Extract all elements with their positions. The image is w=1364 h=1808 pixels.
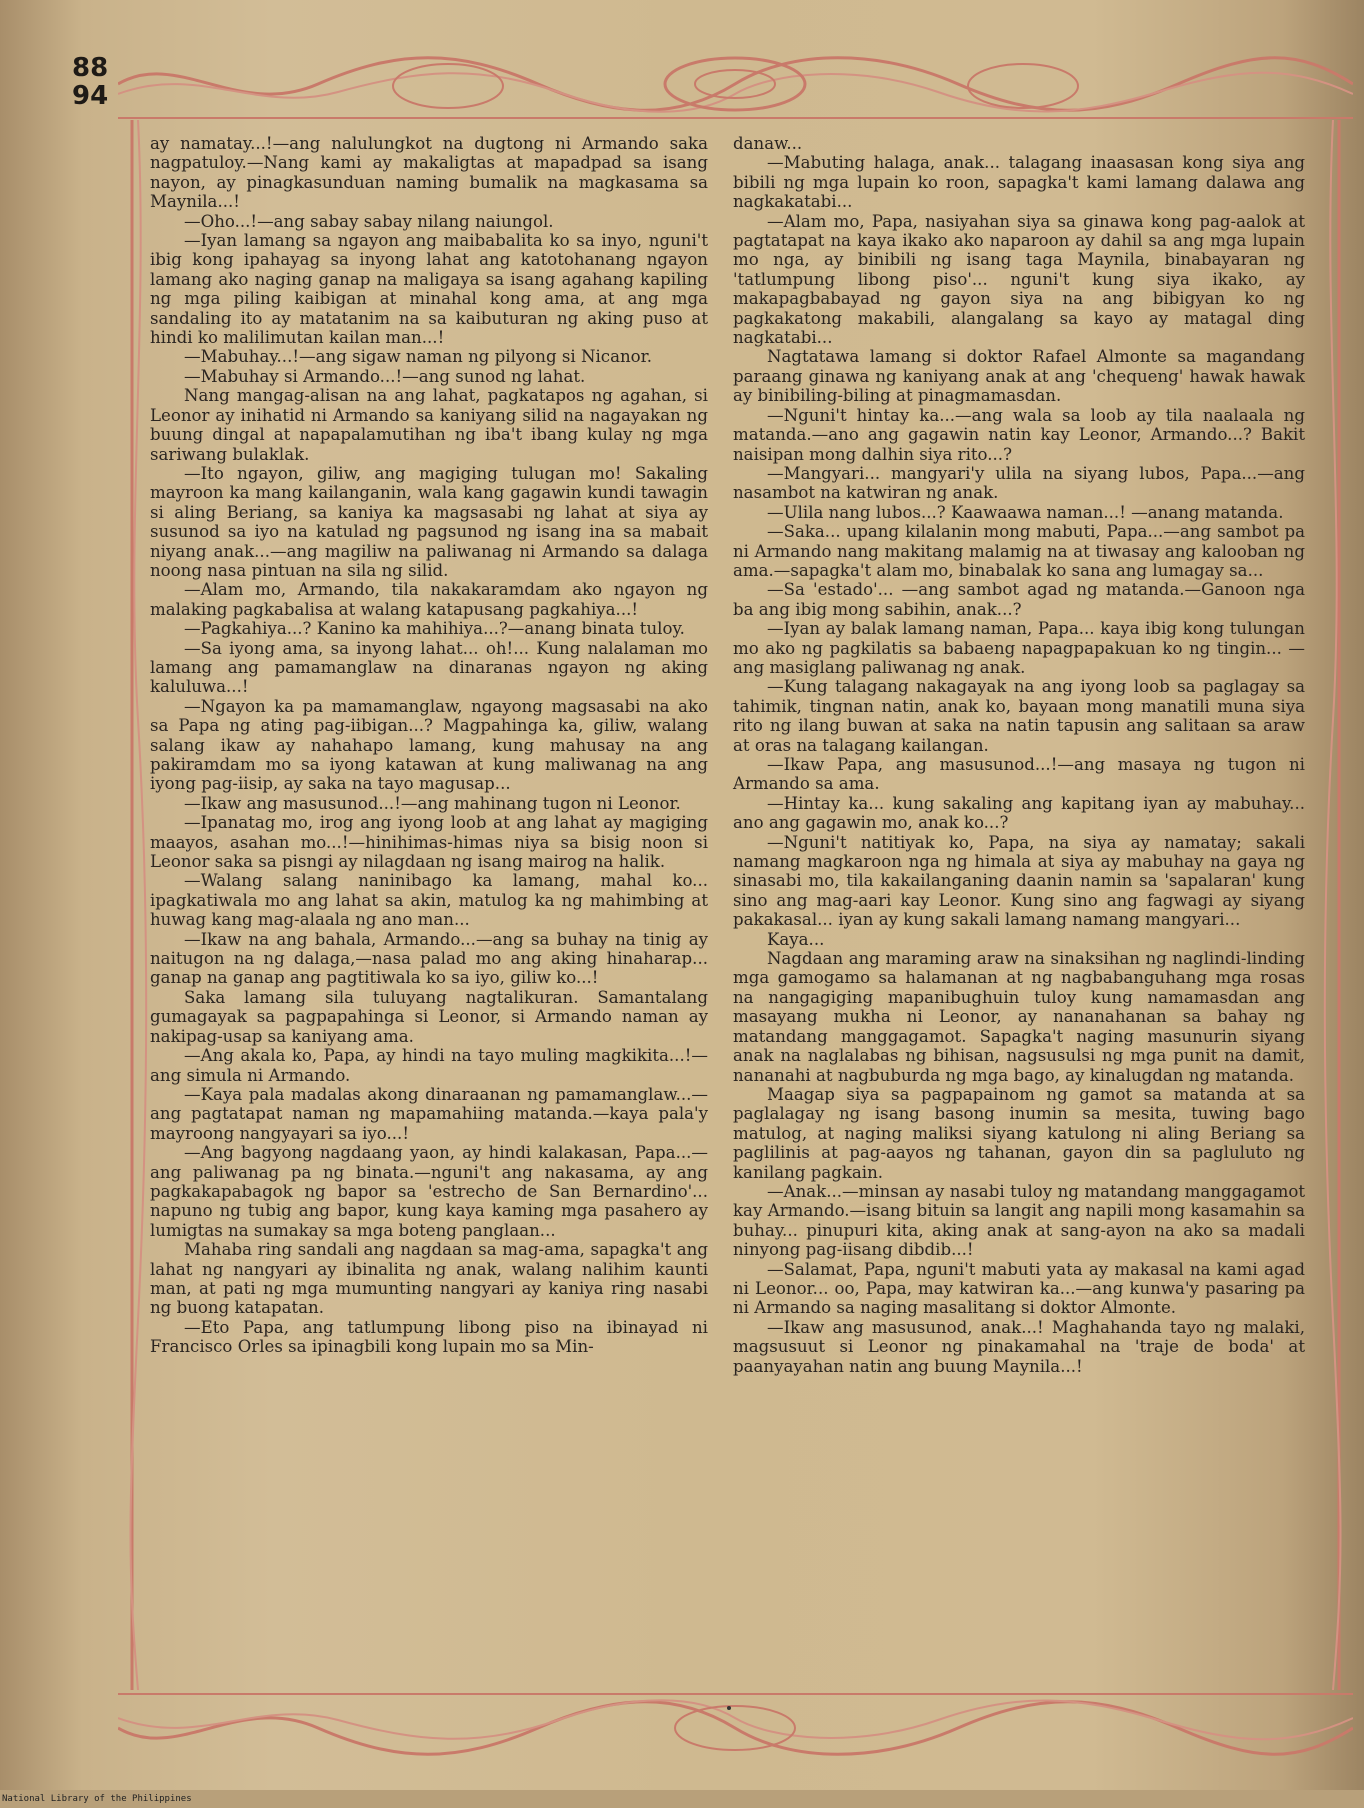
paragraph: —Anak...—minsan ay nasabi tuloy ng matandang manggagamot kay Armando.—isang bituin sa langit ang napili mong kasamahin sa buhay... pinupuri kita, aking anak at sang-ayon na ako sa madali ninyong pag-iisang dibdib...! <box>733 1181 1305 1260</box>
paragraph: Maagap siya sa pagpapainom ng gamot sa matanda at sa paglalagay ng isang basong inumin sa mesita, tuwing bago matulog, at naging maliksi siyang katulong ni aling Beriang sa paglilinis at pag-aayos ng tahanan, gayon din sa pagluluto ng kanilang pagkain. <box>733 1084 1305 1182</box>
paragraph: —Alam mo, Papa, nasiyahan siya sa ginawa kong pag-aalok at pagtatapat na kaya ikako ako naparoon ay dahil sa ang mga lupain mo nga, ay binibili ng isang taga Maynila, binabayaran ng 'tatlumpung libong piso'... nguni't kung siya ikako, ay makapagbabayad ng gayon siya na ang bibigyan ko ng pagkakatong makabili, alangalang sa kayo ay matagal ding nagkatabi... <box>733 211 1305 348</box>
paragraph: —Ikaw na ang bahala, Armando...—ang sa buhay na tinig ay naitugon na ng dalaga,—nasa palad mo ang aking hinaharap... ganap na ganap ang pagtitiwala ko sa iyo, giliw ko...! <box>150 929 708 988</box>
paragraph: —Iyan ay balak lamang naman, Papa... kaya ibig kong tulungan mo ako ng pagkilatis sa babaeng napagpapakuan ko ng tingin... —ang masiglang paliwanag ng anak. <box>733 619 1305 677</box>
paragraph: —Walang salang naninibago ka lamang, mahal ko... ipagkatiwala mo ang lahat sa akin, matulog ka ng mahimbing at huwag kang mag-alaala ng ano man... <box>150 871 708 930</box>
paragraph: —Hintay ka... kung sakaling ang kapitang iyan ay mabuhay... ano ang gagawin mo, anak ko...? <box>733 793 1305 833</box>
footer-credit: National Library of the Philippines <box>2 1794 192 1804</box>
left-text-column <box>150 134 708 1357</box>
page-number <box>72 54 132 110</box>
paragraph: —Ngayon ka pa mamamanglaw, ngayong magsasabi na ako sa Papa ng ating pag-iibigan...? Magpahinga ka, giliw, walang salang ikaw ay nahahapo lamang, kung mahusay na ang pakiramdam mo sa iyong katawan at kung maliwanag na ang iyong pag-iisip, ay saka na tayo magusap... <box>150 696 708 794</box>
paragraph: —Kaya pala madalas akong dinaraanan ng pamamanglaw...—ang pagtatapat naman ng mapamahiing matanda.—kaya pala'y mayroong nangyayari sa iyo...! <box>150 1084 708 1143</box>
paragraph: —Saka... upang kilalanin mong mabuti, Papa...—ang sambot pa ni Armando nang makitang malamig na at tiwasay ang kalooban ng ama.—sapagka't alam mo, binabalak ko sana ang lumagay sa... <box>733 522 1305 580</box>
paragraph: —Iyan lamang sa ngayon ang maibabalita ko sa inyo, nguni't ibig kong ipahayag sa inyong lahat ang katotohanang ngayon lamang ako naging ganap na maligaya sa isang agahang kapiling ng mga piling kaibigan at minahal kong ama, at ang mga sandaling ito ay matatanim na sa kaibuturan ng aking puso at hindi ko malilimutan kailan man...! <box>150 231 708 348</box>
paragraph: —Mabuhay...!—ang sigaw naman ng pilyong si Nicanor. <box>184 347 653 367</box>
paragraph: Saka lamang sila tuluyang nagtalikuran. Samantalang gumagayak sa pagpapahinga si Leonor, si Armando naman ay nakipag-usap sa kaniyang ama. <box>150 987 708 1046</box>
paragraph: Kaya... <box>767 929 825 949</box>
paragraph: —Ikaw ang masusunod...!—ang mahinang tugon ni Leonor. <box>184 793 681 813</box>
paragraph: —Nguni't hintay ka...—ang wala sa loob ay tila naalaala ng matanda.—ano ang gagawin natin kay Leonor, Armando...? Bakit naisipan mong dalhin siya rito...? <box>733 405 1305 464</box>
paragraph: —Mabuhay si Armando...!—ang sunod ng lahat. <box>184 366 586 386</box>
paragraph: —Alam mo, Armando, tila nakakaramdam ako ngayon ng malaking pagkabalisa at walang katapusang pagkahiya...! <box>150 580 708 619</box>
paragraph: Nang mangag-alisan na ang lahat, pagkatapos ng agahan, si Leonor ay inihatid ni Armando sa kaniyang silid na nagayakan ng buung dingal at napapalamutihan ng iba't ibang kulay ng mga sariwang bulaklak. <box>150 386 708 464</box>
paragraph: —Sa iyong ama, sa inyong lahat... oh!... Kung nalalaman mo lamang ang pamamanglaw na dinaranas ngayon ng aking kaluluwa...! <box>150 638 708 697</box>
paragraph: —Salamat, Papa, nguni't mabuti yata ay makasal na kami agad ni Leonor... oo, Papa, may katwiran ka...—ang kunwa'y pasaring pa ni Armando sa naging masalitang si doktor Almonte. <box>733 1259 1305 1318</box>
top-ornament-border <box>118 44 1353 124</box>
center-dot-mark <box>727 1706 731 1710</box>
paragraph: —Ang akala ko, Papa, ay hindi na tayo muling magkikita...!—ang simula ni Armando. <box>150 1046 708 1085</box>
paragraph: Nagtatawa lamang si doktor Rafael Almonte sa magandang paraang ginawa ng kaniyang anak at ang 'chequeng' hawak hawak ay binibiling-biling at pinagmamasdan. <box>733 347 1305 406</box>
paragraph: —Ito ngayon, giliw, ang magiging tulugan mo! Sakaling mayroon ka mang kailanganin, wala kang gagawin kundi tawagin si aling Beriang, sa kaniya ka magsasabi ng lahat at siya ay susunod sa iyo na katulad ng pagsunod ng isang ina sa mabait niyang anak...—ang magiliw na paliwanag ni Armando sa dalaga noong nasa pintuan na sila ng silid. <box>150 463 708 580</box>
paragraph: —Ipanatag mo, irog ang iyong loob at ang lahat ay magiging maayos, asahan mo...!—hinihimas-himas niya sa bisig noon si Leonor saka sa pisngi ay nilagdaan ng isang mairog na halik. <box>150 813 708 872</box>
paragraph: —Ulila nang lubos...? Kaawaawa naman...! —anang matanda. <box>767 502 1284 522</box>
paragraph: —Mangyari... mangyari'y ulila na siyang lubos, Papa...—ang nasambot na katwiran ng anak. <box>733 463 1305 503</box>
page-number-printed: 88 <box>72 53 109 83</box>
paragraph: —Ikaw ang masusunod, anak...! Maghahanda tayo ng malaki, magsusuut si Leonor ng pinakamahal na 'traje de boda' at paanyayahan natin ang buung Maynila...! <box>733 1317 1305 1376</box>
right-text-column <box>733 134 1305 1376</box>
paragraph: Nagdaan ang maraming araw na sinaksihan ng naglindi-linding mga gamogamo sa halamanan at ng nagbabanguhang mga rosas na nangagiging mapanibughuin tuloy kung namamasdan ang masayang mukha ni Leonor, ay nananahanan sa bahay ng matandang manggagamot. Sapagka't naging masunurin siyang anak na naglalabas ng bihisan, nagsusulsi ng mga punit na damit, nananahi at nagbuburda ng mga bago, ay kinalugdan ng matanda. <box>733 949 1305 1085</box>
bottom-ornament-border <box>118 1688 1353 1768</box>
paragraph: —Kung talagang nakagayak na ang iyong loob sa paglagay sa tahimik, tingnan natin, anak ko, bayaan mong manatili muna siya rito ng ilang buwan at saka na natin tapusin ang salitaan sa araw at oras na talagang kailangan. <box>733 677 1305 755</box>
paragraph: danaw... <box>733 134 803 153</box>
paragraph: —Nguni't natitiyak ko, Papa, na siya ay namatay; sakali namang magkaroon nga ng himala at siya ay mabuhay na gaya ng sinasabi mo, tila kakailanganing daanin namin sa 'sapalaran' kung sino ang mag-aari kay Leonor. Kung sino ang fagwagi ay siyang pakakasal... iyan ay kung sakali lamang namang mangyari... <box>733 832 1305 930</box>
paragraph: —Oho...!—ang sabay sabay nilang naiungol. <box>184 211 554 231</box>
paragraph: —Ang bagyong nagdaang yaon, ay hindi kalakasan, Papa...—ang paliwanag pa ng binata.—nguni't ang nakasama, ay ang pagkakapabagok ng bapor sa 'estrecho de San Bernardino'... napuno ng tubig ang bapor, kung kaya kaming mga pasahero ay lumigtas na sumakay sa mga boteng panglaan... <box>150 1143 708 1240</box>
paragraph: —Ikaw Papa, ang masusunod...!—ang masaya ng tugon ni Armando sa ama. <box>733 755 1305 794</box>
paragraph: ay namatay...!—ang nalulungkot na dugtong ni Armando saka nagpatuloy.—Nang kami ay makaligtas at mapadpad sa isang nayon, ay pinagkasunduan naming bumalik na magkasama sa Maynila...! <box>150 134 708 212</box>
paragraph: Mahaba ring sandali ang nagdaan sa mag-ama, sapagka't ang lahat ng nangyari ay ibinalita ng anak, walang nalihim kaunti man, at pati ng mga mumunting nangyari ay kaniya ring nasabi ng buong katapatan. <box>150 1240 708 1318</box>
page-number-handwritten: 94 <box>72 81 109 111</box>
paragraph: —Sa 'estado'... —ang sambot agad ng matanda.—Ganoon nga ba ang ibig mong sabihin, anak...? <box>733 580 1305 619</box>
paragraph: —Pagkahiya...? Kanino ka mahihiya...?—anang binata tuloy. <box>184 619 685 639</box>
right-ornament-border <box>1313 120 1353 1690</box>
paragraph: —Eto Papa, ang tatlumpung libong piso na ibinayad ni Francisco Orles sa ipinagbili kong lupain mo sa Min- <box>150 1317 708 1357</box>
paragraph: —Mabuting halaga, anak... talagang inaasasan kong siya ang bibili ng mga lupain ko roon, sapagka't kami lamang dalawa ang nagkakatabi... <box>733 153 1305 212</box>
